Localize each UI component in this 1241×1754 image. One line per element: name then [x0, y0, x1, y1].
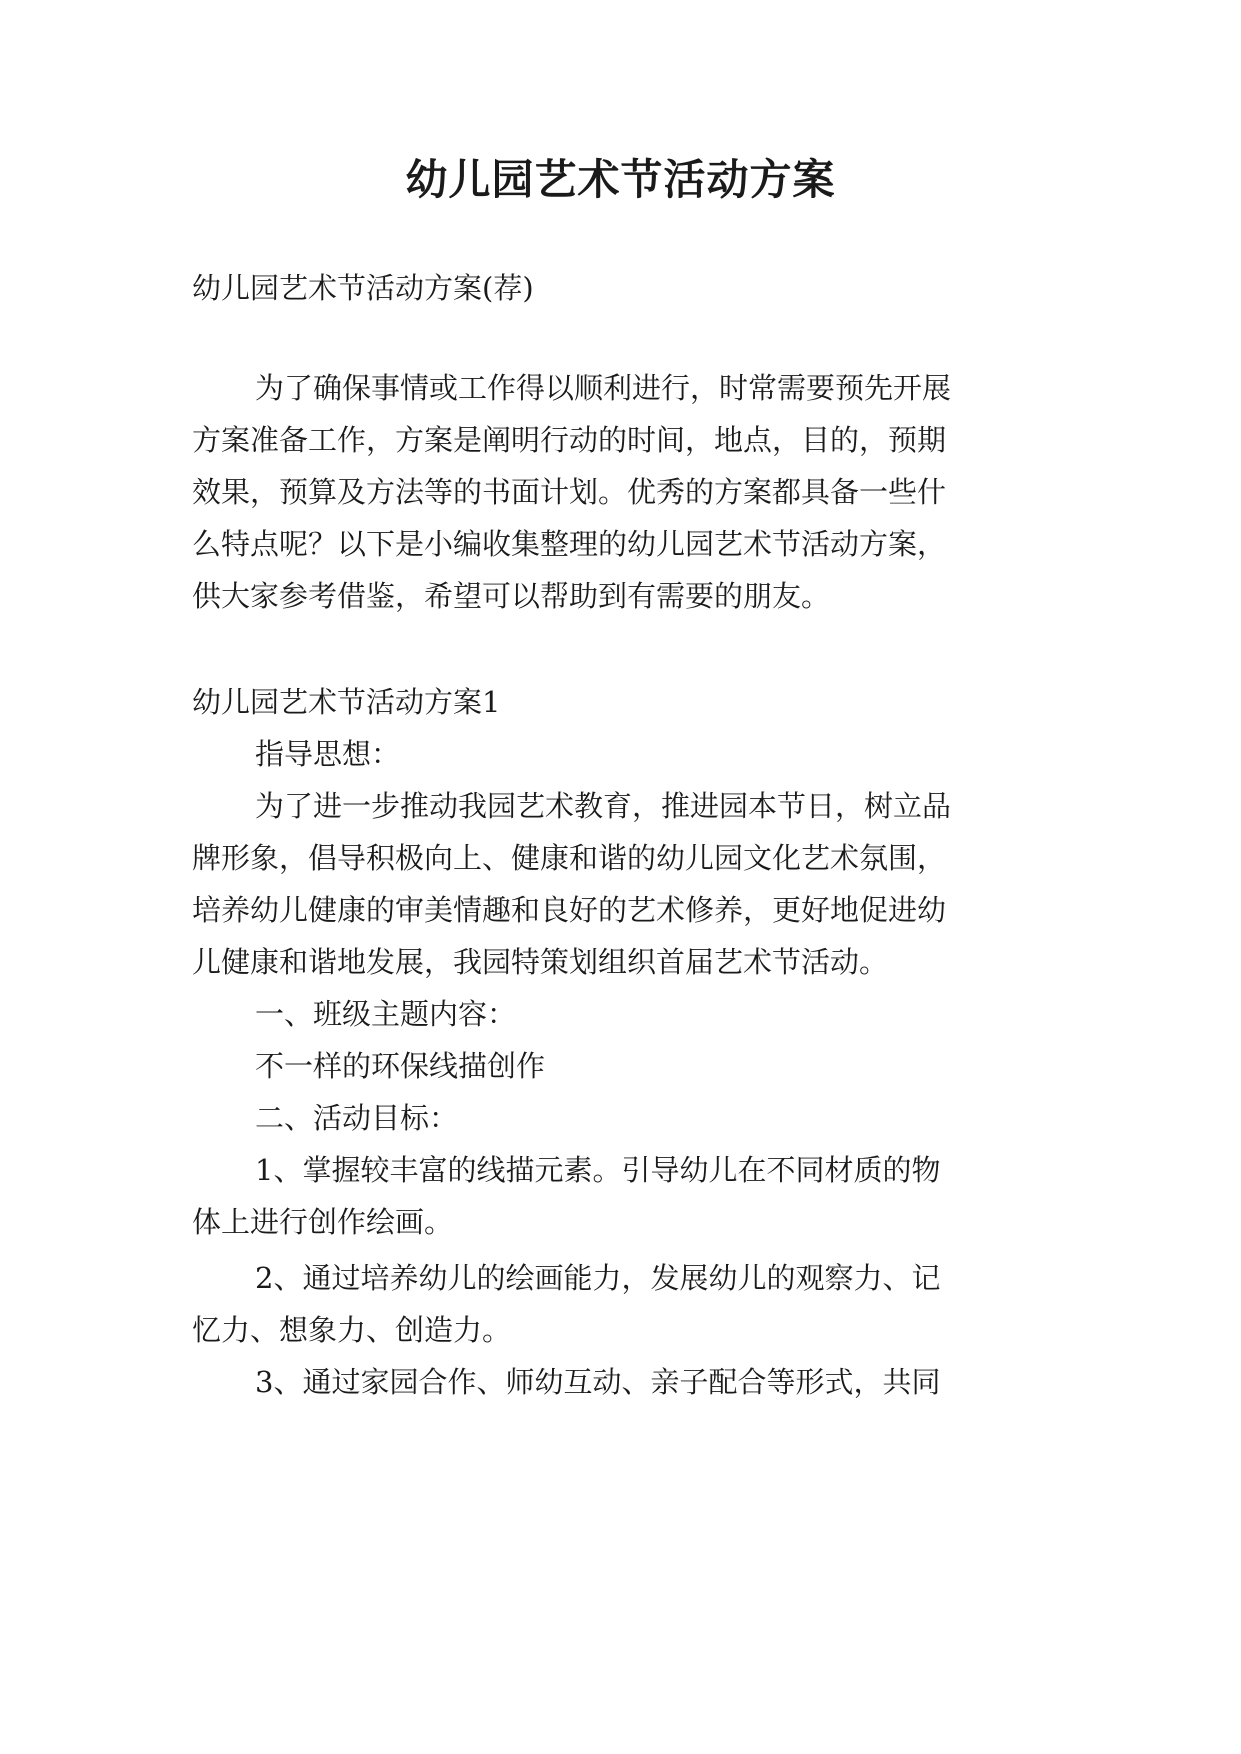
goal-3-line-1: 3、通过家园合作、师幼互动、亲子配合等形式，共同: [255, 1365, 941, 1399]
intro-line-4: 么特点呢？以下是小编收集整理的幼儿园艺术节活动方案，: [192, 527, 947, 561]
guiding-line-2: 牌形象，倡导积极向上、健康和谐的幼儿园文化艺术氛围，: [192, 841, 947, 875]
section-heading: 幼儿园艺术节活动方案1: [192, 685, 501, 719]
guiding-line-4: 儿健康和谐地发展，我园特策划组织首届艺术节活动。: [192, 945, 889, 979]
guiding-label: 指导思想：: [255, 737, 401, 771]
theme-content: 不一样的环保线描创作: [255, 1049, 546, 1083]
intro-line-1: 为了确保事情或工作得以顺利进行，时常需要预先开展: [255, 371, 952, 405]
theme-heading: 一、班级主题内容：: [255, 997, 517, 1031]
guiding-line-3: 培养幼儿健康的审美情趣和良好的艺术修养，更好地促进幼: [192, 893, 947, 927]
document-subtitle: 幼儿园艺术节活动方案(荐): [192, 271, 534, 305]
intro-line-3: 效果，预算及方法等的书面计划。优秀的方案都具备一些什: [192, 475, 947, 509]
goal-2-line-1: 2、通过培养幼儿的绘画能力，发展幼儿的观察力、记: [255, 1261, 941, 1295]
intro-line-5: 供大家参考借鉴，希望可以帮助到有需要的朋友。: [192, 579, 831, 613]
intro-line-2: 方案准备工作，方案是阐明行动的时间，地点，目的，预期: [192, 423, 947, 457]
goals-heading: 二、活动目标：: [255, 1101, 459, 1135]
guiding-line-1: 为了进一步推动我园艺术教育，推进园本节日，树立品: [255, 789, 952, 823]
document-title: 幼儿园艺术节活动方案: [405, 155, 836, 204]
goal-1-line-2: 体上进行创作绘画。: [192, 1205, 454, 1239]
goal-2-line-2: 忆力、想象力、创造力。: [192, 1313, 512, 1347]
goal-1-line-1: 1、掌握较丰富的线描元素。引导幼儿在不同材质的物: [255, 1153, 941, 1187]
